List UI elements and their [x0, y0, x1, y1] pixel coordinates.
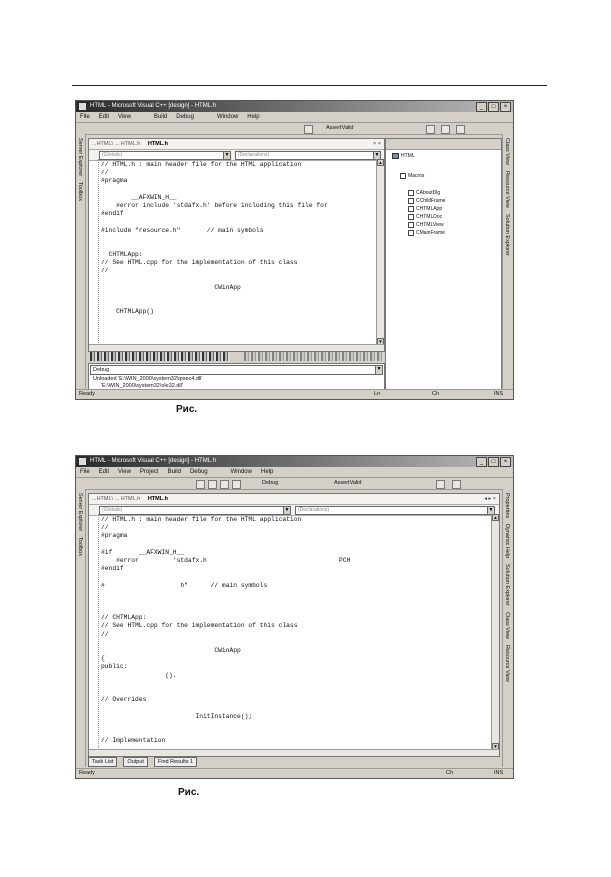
- member-combo[interactable]: (Declarations) ▼: [235, 151, 381, 160]
- status-bar: [76, 389, 513, 399]
- output-line: Unloaded 'E:\WIN_2000\system32\ipsec4.dll': [93, 376, 203, 382]
- platform-combo[interactable]: AssertValid: [334, 480, 362, 486]
- tree-class[interactable]: CHTMLDoc: [408, 214, 442, 220]
- toolbar-button[interactable]: [196, 480, 205, 489]
- right-dock: [502, 134, 513, 388]
- code-line: #error include 'stdafx.h' before including this file for: [101, 201, 328, 209]
- project-icon: [392, 153, 399, 159]
- class-icon: [408, 198, 414, 204]
- class-view-tab[interactable]: Class View: [504, 138, 510, 166]
- code-line: // CHTMLApp:: [101, 614, 147, 622]
- toolbar-button[interactable]: [220, 480, 229, 489]
- code-line: [101, 218, 328, 226]
- code-line: CHTMLApp(): [101, 308, 154, 316]
- code-line: #pragma: [101, 532, 128, 540]
- code-line: # h" // main symbols: [101, 581, 268, 589]
- status-line: Ln: [374, 391, 381, 397]
- solution-explorer-tab[interactable]: Solution Explorer: [504, 564, 510, 607]
- left-dock: [76, 489, 86, 767]
- resource-view-tab[interactable]: Resource View: [504, 645, 510, 683]
- properties-tab[interactable]: Properties: [504, 493, 510, 519]
- editor-gutter: [89, 159, 99, 351]
- folder-icon: [400, 173, 406, 179]
- menu-help[interactable]: Help: [260, 469, 274, 475]
- panel-tabs: [88, 756, 197, 766]
- title-bar: [76, 456, 513, 467]
- status-ins: INS: [494, 770, 504, 776]
- code-line: [101, 606, 350, 614]
- menu-view[interactable]: View: [118, 469, 131, 475]
- toolbar-button[interactable]: [232, 480, 241, 489]
- status-ins: INS: [494, 391, 504, 397]
- editor-tab-row: [89, 139, 384, 150]
- tree-class[interactable]: CMainFrame: [408, 230, 445, 236]
- ide-window-2: [75, 455, 514, 779]
- resource-view-tab[interactable]: Resource View: [504, 171, 510, 208]
- chevron-down-icon: ▼: [488, 507, 494, 513]
- class-icon: [408, 206, 414, 212]
- class-view-toolbar: [386, 139, 501, 150]
- class-view-tab[interactable]: Class View: [504, 612, 510, 640]
- menu-debug[interactable]: Debug: [189, 469, 208, 475]
- menu-project[interactable]: Project: [139, 469, 159, 475]
- code-editor[interactable]: [88, 493, 500, 757]
- server-explorer-tab[interactable]: Server Explorer: [77, 138, 83, 177]
- toolbar-button[interactable]: [456, 125, 465, 134]
- menu-build[interactable]: Build: [167, 469, 181, 475]
- output-line: 'E:\WIN_2000\system32\ole32.dll': [101, 383, 183, 389]
- code-line: [101, 235, 328, 243]
- status-column: Ch: [432, 391, 440, 397]
- output-source-combo[interactable]: Debug ▼: [90, 365, 383, 375]
- code-line: [101, 729, 350, 737]
- vertical-scrollbar[interactable]: [491, 514, 499, 750]
- navigation-bar: [89, 150, 384, 161]
- code-line: CWinApp: [101, 647, 241, 654]
- code-line: #endif: [101, 565, 124, 573]
- toolbox-tab[interactable]: Toolbox: [77, 182, 83, 202]
- code-line: [101, 721, 350, 729]
- tree-folder[interactable]: Macros: [400, 173, 424, 179]
- editor-tab-row: [89, 494, 499, 505]
- code-editor[interactable]: [88, 138, 385, 352]
- chevron-down-icon: ▼: [374, 152, 380, 158]
- horizontal-scrollbar[interactable]: [89, 344, 384, 351]
- menu-bar: [76, 467, 513, 478]
- editor-tab-active[interactable]: HTML.h: [147, 141, 168, 147]
- scope-combo[interactable]: (Globals) ▼: [99, 506, 291, 515]
- code-text[interactable]: [101, 516, 350, 745]
- scan-artifact: [244, 352, 384, 361]
- close-icon[interactable]: ◂ ▸ ×: [484, 496, 496, 502]
- code-line: ().: [101, 671, 177, 679]
- server-explorer-tab[interactable]: Server Explorer: [77, 493, 83, 532]
- editor-tab-active[interactable]: HTML.h: [147, 496, 168, 502]
- class-icon: [408, 230, 414, 236]
- dynamic-help-tab[interactable]: Dynamic Help: [504, 524, 510, 559]
- tree-class[interactable]: CChildFrame: [408, 198, 445, 204]
- code-line: //: [101, 267, 109, 275]
- scan-artifact: [90, 352, 230, 361]
- left-dock: [76, 134, 86, 388]
- status-bar: [76, 768, 513, 778]
- close-button[interactable]: ×: [500, 102, 511, 112]
- code-line: // Overrides: [101, 696, 147, 704]
- tab-task-list[interactable]: Task List: [88, 757, 117, 767]
- maximize-button[interactable]: □: [488, 457, 499, 467]
- code-line: [101, 598, 350, 606]
- toolbar-button[interactable]: [426, 125, 435, 134]
- output-panel: [88, 363, 385, 391]
- status-ready: Ready: [79, 770, 95, 776]
- code-line: {: [101, 655, 105, 663]
- tree-class[interactable]: CAboutDlg: [408, 190, 440, 196]
- menu-file[interactable]: File: [80, 469, 90, 475]
- code-line: CWinApp: [101, 283, 241, 291]
- menu-window[interactable]: Window: [230, 469, 252, 475]
- title-bar: [76, 101, 513, 112]
- menu-bar: [76, 112, 513, 123]
- page-rule: [72, 85, 547, 86]
- maximize-button[interactable]: □: [488, 102, 499, 112]
- tree-root[interactable]: HTML: [392, 153, 415, 159]
- code-line: [101, 276, 328, 284]
- code-line: [101, 541, 350, 549]
- status-column: Ch: [446, 770, 454, 776]
- code-line: [101, 292, 328, 300]
- menu-view[interactable]: View: [118, 114, 131, 120]
- code-line: [101, 573, 350, 581]
- vertical-scrollbar[interactable]: [376, 159, 384, 345]
- chevron-down-icon: ▼: [224, 152, 230, 158]
- code-line: [101, 688, 350, 696]
- menu-debug[interactable]: Debug: [176, 114, 194, 120]
- code-line: #include "resource.h" // main symbols: [101, 226, 264, 234]
- menu-window[interactable]: Window: [216, 114, 239, 120]
- code-line: public:: [101, 663, 128, 671]
- app-icon: [79, 458, 86, 465]
- code-line: __AFXWIN_H__: [101, 193, 177, 201]
- code-line: [101, 186, 328, 194]
- window-title: HTML - Microsoft Visual C++ [design] - HTML.h: [90, 458, 217, 464]
- code-line: [101, 300, 328, 308]
- navigation-bar: [89, 505, 499, 516]
- toolbar-button[interactable]: [208, 480, 217, 489]
- toolbar-button[interactable]: [436, 480, 445, 489]
- window-title: HTML - Microsoft Visual C++ [design] - HTML.h: [90, 103, 217, 109]
- code-line: //: [101, 630, 109, 638]
- tree-class[interactable]: CHTMLView: [408, 222, 444, 228]
- menu-build[interactable]: Build: [153, 114, 168, 120]
- tab-output[interactable]: Output: [123, 757, 148, 767]
- menu-help[interactable]: Help: [247, 114, 260, 120]
- class-icon: [408, 222, 414, 228]
- code-line: #if __AFXWIN_H__: [101, 548, 185, 556]
- scope-combo[interactable]: (Globals) ▼: [99, 151, 231, 160]
- code-line: [101, 590, 350, 598]
- menu-edit[interactable]: Edit: [98, 114, 110, 120]
- toolbox-tab[interactable]: Toolbox: [77, 537, 83, 557]
- close-button[interactable]: ×: [500, 457, 511, 467]
- code-line: [101, 243, 328, 251]
- code-line: // See HTML.cpp for the implementation of this class: [101, 622, 298, 630]
- code-text[interactable]: [101, 161, 328, 317]
- editor-gutter: [89, 514, 99, 756]
- solution-explorer-tab[interactable]: Solution Explorer: [504, 214, 510, 256]
- code-line: CHTMLApp:: [101, 251, 143, 259]
- tree-class[interactable]: CHTMLApp: [408, 206, 442, 212]
- status-ready: Ready: [79, 391, 95, 397]
- scroll-up-icon[interactable]: ▲: [493, 515, 498, 520]
- class-icon: [408, 214, 414, 220]
- toolbar: [76, 478, 513, 490]
- horizontal-scrollbar[interactable]: [89, 749, 499, 756]
- member-combo[interactable]: (Declarations) ▼: [295, 506, 495, 515]
- class-icon: [408, 190, 414, 196]
- toolbar-button[interactable]: [304, 125, 313, 134]
- code-line: #endif: [101, 210, 124, 218]
- editor-tab-path[interactable]: ...HTML\ ... HTML.h: [92, 496, 141, 502]
- code-line: #pragma: [101, 177, 128, 185]
- config-combo[interactable]: Debug: [262, 480, 279, 486]
- code-line: // See HTML.cpp for the implementation of this class: [101, 259, 298, 267]
- chevron-down-icon: ▼: [284, 507, 290, 513]
- toolbar-button[interactable]: [441, 125, 450, 134]
- close-icon[interactable]: × ×: [373, 141, 381, 147]
- code-line: #error 'stdafx.h PCH: [101, 556, 351, 564]
- tab-find-results[interactable]: Find Results 1: [154, 757, 197, 767]
- minimize-button[interactable]: _: [476, 102, 487, 112]
- menu-edit[interactable]: Edit: [98, 469, 110, 475]
- scroll-up-icon[interactable]: ▲: [378, 160, 383, 165]
- minimize-button[interactable]: _: [476, 457, 487, 467]
- right-dock: [502, 489, 513, 767]
- figure-caption: Рис.: [176, 404, 198, 415]
- class-view-panel: [385, 138, 502, 390]
- ide-window-1: [75, 100, 514, 400]
- scroll-down-icon[interactable]: ▼: [378, 339, 383, 344]
- code-line: [101, 680, 350, 688]
- code-line: [101, 704, 350, 712]
- app-icon: [79, 103, 86, 110]
- code-line: // HTML.h : main header file for the HTML application: [101, 516, 302, 523]
- config-combo[interactable]: AssertValid: [326, 125, 354, 131]
- toolbar: [76, 123, 513, 135]
- menu-file[interactable]: File: [80, 114, 90, 120]
- code-line: InitInstance();: [101, 712, 253, 720]
- editor-tab-path[interactable]: ...HTML\ ... HTML.h: [92, 141, 141, 147]
- code-line: //: [101, 524, 109, 532]
- scroll-down-icon[interactable]: ▼: [493, 744, 498, 749]
- code-line: // Implementation: [101, 737, 166, 745]
- code-line: //: [101, 169, 109, 177]
- code-line: [101, 639, 350, 647]
- figure-caption: Рис.: [178, 787, 200, 798]
- toolbar-button[interactable]: [452, 480, 461, 489]
- code-line: // HTML.h : main header file for the HTML application: [101, 161, 302, 168]
- chevron-down-icon: ▼: [376, 366, 382, 372]
